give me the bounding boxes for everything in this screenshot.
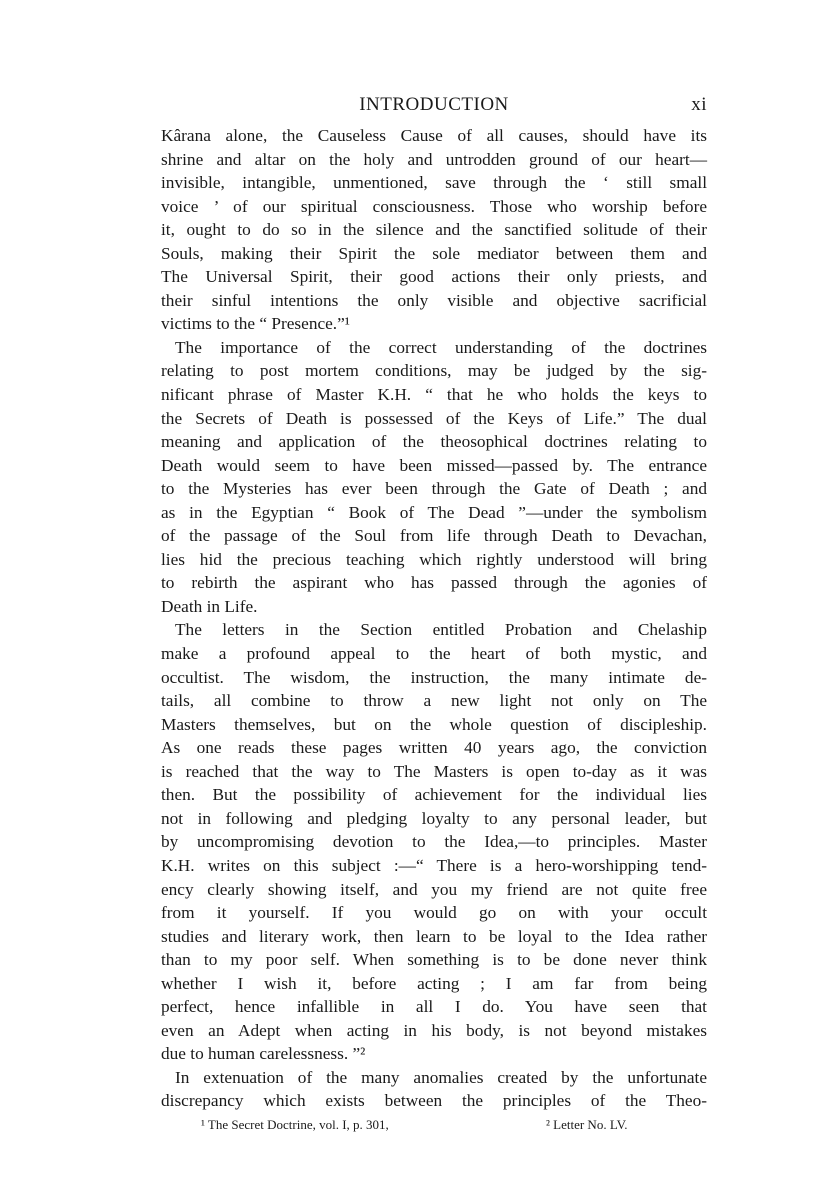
text-line: The letters in the Section entitled Probation and Chelaship [175,620,707,640]
text-line: victims to the “ Presence.”¹ [161,314,350,334]
text-line: The importance of the correct understanding of the doctrines [175,337,707,357]
text-line: perfect, hence infallible in all I do. You have seen that [161,997,707,1017]
footnote-1: ¹ The Secret Doctrine, vol. I, p. 301, [201,1116,389,1132]
text-line: ency clearly showing itself, and you my friend are not quite free [161,879,707,899]
paragraph [161,336,707,619]
running-header [161,94,707,124]
text-line: make a profound appeal to the heart of both mystic, and [161,644,707,664]
text-line: then. But the possibility of achievement for the individual lies [161,785,707,805]
text-line: from it yourself. If you would go on with your occult [161,903,707,923]
text-line: Death in Life. [161,596,258,616]
text-line: of the passage of the Soul from life through Death to Devachan, [161,526,707,546]
text-line: tails, all combine to throw a new light not only on The [161,691,707,711]
text-line: it, ought to do so in the silence and the sanctified solitude of their [161,220,707,240]
body-text [161,124,707,1113]
text-line: discrepancy which exists between the principles of the Theo- [161,1091,707,1111]
text-line: is reached that the way to The Masters is open to-day as it was [161,761,707,781]
text-line: relating to post mortem conditions, may be judged by the sig- [161,361,707,381]
text-line: as in the Egyptian “ Book of The Dead ”—under the symbolism [161,502,707,522]
text-line: The Universal Spirit, their good actions their only priests, and [161,267,707,287]
text-line: K.H. writes on this subject :—“ There is a hero-worshipping tend- [161,855,707,875]
text-line: not in following and pledging loyalty to any personal leader, but [161,808,707,828]
page-number: xi [691,94,707,115]
text-line: occultist. The wisdom, the instruction, the many intimate de- [161,667,707,687]
text-line: shrine and altar on the holy and untrodden ground of our heart— [161,149,707,169]
text-line: than to my poor self. When something is to be done never think [161,950,707,970]
text-line: voice ’ of our spiritual consciousness. Those who worship before [161,196,707,216]
text-line: Souls, making their Spirit the sole mediator between them and [161,243,707,263]
text-line: by uncompromising devotion to the Idea,—to principles. Master [161,832,707,852]
text-line: In extenuation of the many anomalies created by the unfortunate [175,1067,707,1087]
text-line: whether I wish it, before acting ; I am far from being [161,973,707,993]
footnotes [161,1117,707,1137]
paragraph [161,1066,707,1113]
text-line: to rebirth the aspirant who has passed through the agonies of [161,573,707,593]
text-line: to the Mysteries has ever been through the Gate of Death ; and [161,479,707,499]
text-line: even an Adept when acting in his body, is not beyond mistakes [161,1020,707,1040]
footnote-2: ² Letter No. LV. [546,1116,628,1132]
paragraph [161,618,707,1065]
text-line: Death would seem to have been missed—passed by. The entrance [161,455,707,475]
chapter-title: INTRODUCTION [359,94,509,115]
text-line: As one reads these pages written 40 years ago, the conviction [161,738,707,758]
book-page [161,94,707,1137]
text-line: meaning and application of the theosophical doctrines relating to [161,432,707,452]
text-line: invisible, intangible, unmentioned, save through the ‘ still small [161,173,707,193]
paragraph [161,124,707,336]
text-line: Masters themselves, but on the whole question of discipleship. [161,714,707,734]
text-line: Kârana alone, the Causeless Cause of all causes, should have its [161,126,707,145]
text-line: due to human carelessness. ”² [161,1044,366,1064]
text-line: the Secrets of Death is possessed of the Keys of Life.” The dual [161,408,707,428]
text-line: their sinful intentions the only visible and objective sacrificial [161,290,707,310]
text-line: lies hid the precious teaching which rightly understood will bring [161,549,707,569]
text-line: studies and literary work, then learn to be loyal to the Idea rather [161,926,707,946]
text-line: nificant phrase of Master K.H. “ that he who holds the keys to [161,385,707,405]
